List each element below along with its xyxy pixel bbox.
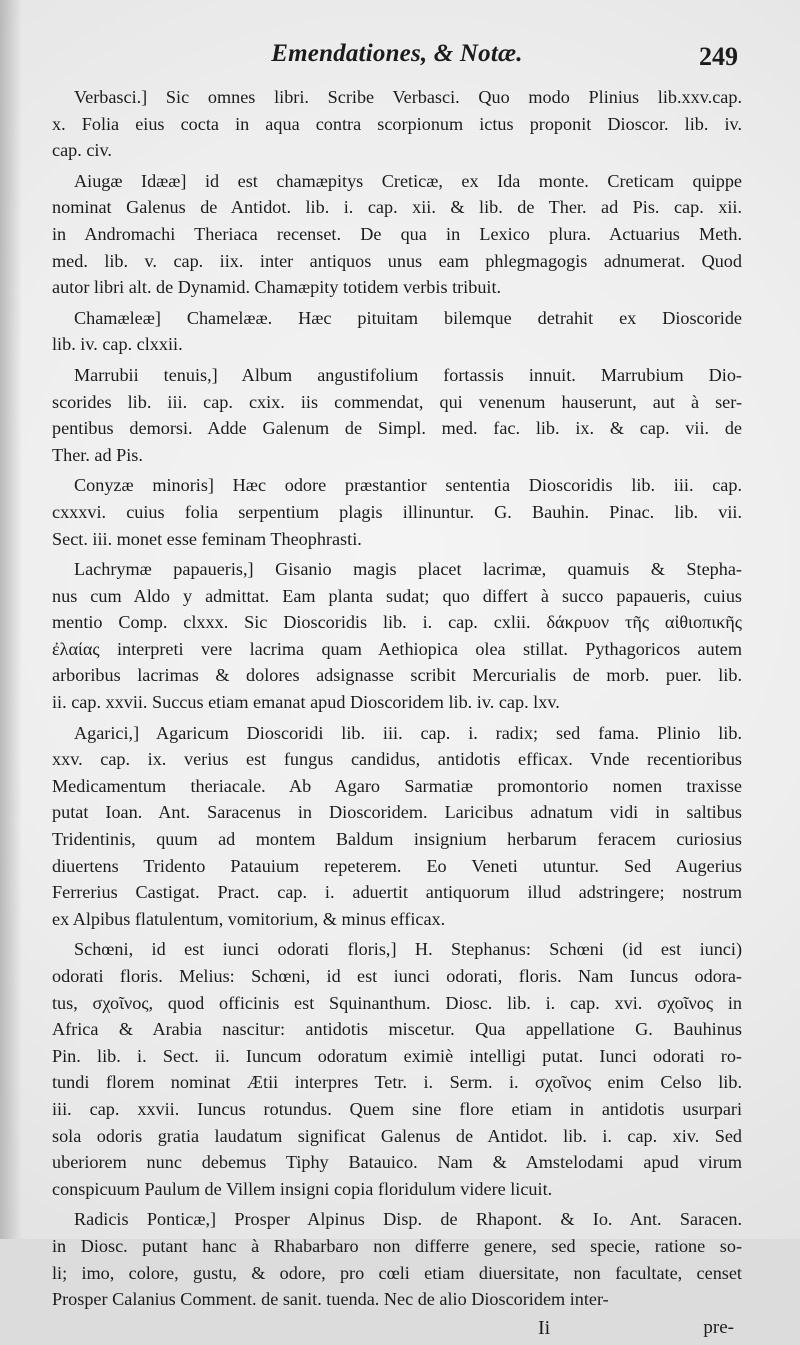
text-line: conspicuum Paulum de Villem insigni copia floridulum videre licuit. <box>52 1178 553 1199</box>
text-line: putat Ioan. Ant. Saracenus in Dioscoridem. Laricibus adnatum vidi in saltibus <box>52 802 742 823</box>
text-line: x. Folia eius cocta in aqua contra scorpionum ictus proponit Dioscor. lib. iv. <box>52 113 742 134</box>
text-line: Verbasci.] Sic omnes libri. Scribe Verbasci. Quo modo Plinius lib.xxv.cap. <box>74 87 742 107</box>
text-line: Medicamentum theriacale. Ab Agaro Sarmatiæ promontorio nomen traxisse <box>52 775 742 796</box>
text-line: med. lib. v. cap. iix. inter antiquos unus eam phlegmagogis adnumerat. Quod <box>52 250 742 271</box>
text-line: Chamæleæ] Chamelææ. Hæc pituitam bilemque detrahit ex Dioscoride <box>74 307 742 328</box>
text-line: Marrubii tenuis,] Album angustifolium fortassis innuit. Marrubium Dio- <box>74 364 742 385</box>
text-line: diuertens Tridento Patauium repeterem. Eo Veneti utuntur. Sed Augerius <box>52 855 742 876</box>
text-line: scorides lib. iii. cap. cxix. iis commendat, qui venenum hauserunt, aut à ser- <box>52 391 742 412</box>
text-line: tundi florem nominat Ætii interpres Tetr. i. Serm. i. σχοῖνος enim Celso lib. <box>52 1072 742 1093</box>
text-line: arboribus lacrimas & dolores adsignasse scribit Mercurialis de morb. puer. lib. <box>52 665 742 686</box>
text-line: pentibus demorsi. Adde Galenum de Simpl. med. fac. lib. ix. & cap. vii. de <box>52 418 742 439</box>
note-entry <box>52 1206 742 1312</box>
note-entry <box>52 84 742 164</box>
text-line: cxxxvi. cuius folia serpentium plagis illinuntur. G. Bauhin. Pinac. lib. vii. <box>52 501 742 522</box>
text-line: Radicis Ponticæ,] Prosper Alpinus Disp. de Rhapont. & Io. Ant. Saracen. <box>74 1209 742 1230</box>
commentary-text <box>52 84 742 1313</box>
text-line: autor libri alt. de Dynamid. Chamæpity totidem verbis tribuit. <box>52 277 502 298</box>
text-line: li; imo, colore, gustu, & odore, pro cœli etiam diuersitate, non facultate, censet <box>52 1262 742 1283</box>
text-line: ἐλαίας interpreti vere lacrima quam Aethiopica olea stillat. Pythagoricos autem <box>52 638 742 659</box>
text-line: Agarici,] Agaricum Dioscoridi lib. iii. cap. i. radix; sed fama. Plinio lib. <box>74 722 742 743</box>
text-line: sola odoris gratia laudatum significat Galenus de Antidot. lib. i. cap. xiv. Sed <box>52 1125 742 1146</box>
note-entry <box>52 556 742 716</box>
note-entry <box>52 472 742 552</box>
text-line: Pin. lib. i. Sect. ii. Iuncum odoratum eximiè intelligi putat. Iunci odorati ro- <box>52 1045 742 1066</box>
signature-mark: Ii <box>538 1316 551 1339</box>
text-line: Tridentinis, quum ad montem Baldum insignium herbarum feracem curiosius <box>52 829 742 850</box>
text-line: tus, σχοῖνος, quod officinis est Squinanthum. Diosc. lib. i. cap. xvi. σχοῖνος in <box>52 992 742 1013</box>
page-number: 249 <box>699 42 738 71</box>
page-footer <box>52 1317 742 1345</box>
text-line: iii. cap. xxvii. Iuncus rotundus. Quem sine flore etiam in antidotis usurpari <box>52 1098 742 1119</box>
text-line: in Andromachi Theriaca recenset. De qua in Lexico plura. Actuarius Meth. <box>52 223 742 244</box>
page-header <box>52 40 742 78</box>
text-line: Aiugæ Idææ] id est chamæpitys Creticæ, ex Ida monte. Creticam quippe <box>74 170 742 191</box>
text-line: in Diosc. putant hanc à Rhabarbaro non differre genere, sed specie, ratione so- <box>52 1235 742 1256</box>
note-entry <box>52 936 742 1202</box>
note-entry <box>52 168 742 301</box>
text-line: Conyzæ minoris] Hæc odore præstantior sententia Dioscoridis lib. iii. cap. <box>74 475 742 496</box>
text-line: xxv. cap. ix. verius est fungus candidus, antidotis efficax. Vnde recentioribus <box>52 749 742 770</box>
text-line: ex Alpibus flatulentum, vomitorium, & minus efficax. <box>52 908 446 929</box>
text-line: cap. civ. <box>52 140 112 161</box>
text-line: Prosper Calanius Comment. de sanit. tuenda. Nec de alio Dioscoridem inter- <box>52 1289 609 1310</box>
note-entry <box>52 362 742 468</box>
text-line: nus cum Aldo y admittat. Eam planta sudat; quo differt à succo papaueris, cuius <box>52 585 742 606</box>
text-line: Ferrerius Castigat. Pract. cap. i. aduertit antiquorum illud adstringere; nostrum <box>52 882 742 903</box>
text-line: ii. cap. xxvii. Succus etiam emanat apud Dioscoridem lib. iv. cap. lxv. <box>52 692 560 713</box>
text-line: lib. iv. cap. clxxii. <box>52 334 183 355</box>
text-line: Schœni, id est iunci odorati floris,] H. Stephanus: Schœni (id est iunci) <box>74 939 742 960</box>
text-line: odorati floris. Melius: Schœni, id est iunci odorati, floris. Nam Iuncus odora- <box>52 966 742 986</box>
note-entry <box>52 305 742 358</box>
text-line: Africa & Arabia nascitur: antidotis miscetur. Qua appellatione G. Bauhinus <box>52 1019 742 1040</box>
catchword: pre- <box>703 1316 734 1338</box>
text-line: nominat Galenus de Antidot. lib. i. cap. xii. & lib. de Ther. ad Pis. cap. xii. <box>52 197 742 218</box>
text-line: mentio Comp. clxxx. Sic Dioscoridis lib. i. cap. cxlii. δάκρυον τῆς αἰθιοπικῆς <box>52 612 742 633</box>
text-line: Sect. iii. monet esse feminam Theophrasti. <box>52 528 362 549</box>
running-head: Emendationes, & Notæ. <box>271 40 523 67</box>
note-entry <box>52 720 742 933</box>
text-line: Ther. ad Pis. <box>52 444 143 465</box>
text-line: uberiorem nunc debemus Tiphy Batauico. Nam & Amstelodami apud virum <box>52 1152 742 1173</box>
text-line: Lachrymæ papaueris,] Gisanio magis placet lacrimæ, quamuis & Stepha- <box>74 559 742 580</box>
